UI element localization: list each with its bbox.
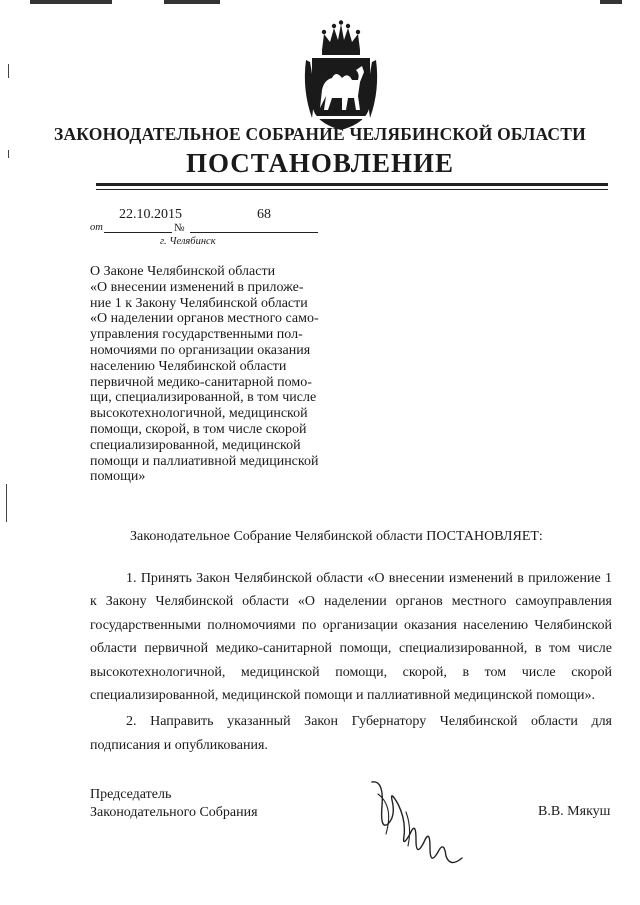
number-underline (190, 232, 318, 233)
scan-edge-line (600, 0, 622, 4)
subject-line: «О наделении органов местного само- (90, 311, 319, 327)
header-rule-thin (96, 189, 608, 190)
scan-edge-line (30, 0, 112, 4)
resolution-body (90, 567, 612, 760)
subject-line: помощи» (90, 469, 146, 485)
handwritten-signature (366, 776, 468, 872)
scan-margin-mark (8, 64, 9, 78)
subject-line: специализированной, медицинской (90, 437, 301, 453)
signatory-position (90, 786, 258, 822)
signatory-name: В.В. Мякуш (538, 804, 611, 819)
header-rule-thick (96, 183, 608, 186)
signatory-position-line: Законодательного Собрания (90, 805, 258, 820)
number-label: № (174, 222, 185, 234)
subject-line: населению Челябинской области (90, 358, 287, 374)
subject-line: ние 1 к Закону Челябинской области (90, 295, 308, 311)
city-label: г. Челябинск (160, 236, 216, 247)
resolution-preamble: Законодательное Собрание Челябинской области ПОСТАНОВЛЯЕТ: (130, 529, 543, 544)
subject-line: управления государственными пол- (90, 327, 303, 343)
subject-line: помощи и паллиативной медицинской (90, 453, 319, 469)
scan-edge-line (164, 0, 220, 4)
number-value: 68 (257, 207, 271, 222)
date-label: от (90, 222, 103, 233)
subject-line: помощи, скорой, в том числе скорой (90, 421, 307, 437)
subject-line: высокотехнологичной, медицинской (90, 406, 308, 422)
organization-title: ЗАКОНОДАТЕЛЬНОЕ СОБРАНИЕ ЧЕЛЯБИНСКОЙ ОБЛАСТИ (54, 124, 586, 144)
document-subject (90, 264, 334, 485)
scan-margin-mark (6, 484, 7, 522)
subject-line: «О внесении изменений в приложе- (90, 279, 304, 295)
signatory-position-line: Председатель (90, 787, 172, 802)
clause-1: 1. Принять Закон Челябинской области «О внесении изменений в приложение 1 к Закону Челябинской области «О наделении органов местного самоуправления государственными полномочиями по организации оказания населению Челябинской области первичной медико-санитарной помощи, специализированной, в том числе высокотехнологичной, медицинской помощи, скорой, в том числе скорой специализированной, медицинской помощи и паллиативной медицинской помощи». (90, 571, 612, 704)
subject-line: О Законе Челябинской области (90, 264, 276, 279)
clause-2: 2. Направить указанный Закон Губернатору Челябинской области для подписания и опубликования. (90, 714, 612, 753)
coat-of-arms-emblem (298, 20, 384, 132)
date-underline (104, 232, 172, 233)
date-value: 22.10.2015 (119, 207, 182, 222)
subject-line: номочиями по организации оказания (90, 342, 311, 358)
document-type-heading: ПОСТАНОВЛЕНИЕ (185, 148, 455, 178)
subject-line: первичной медико-санитарной помо- (90, 374, 312, 390)
subject-line: щи, специализированной, в том числе (90, 390, 317, 406)
